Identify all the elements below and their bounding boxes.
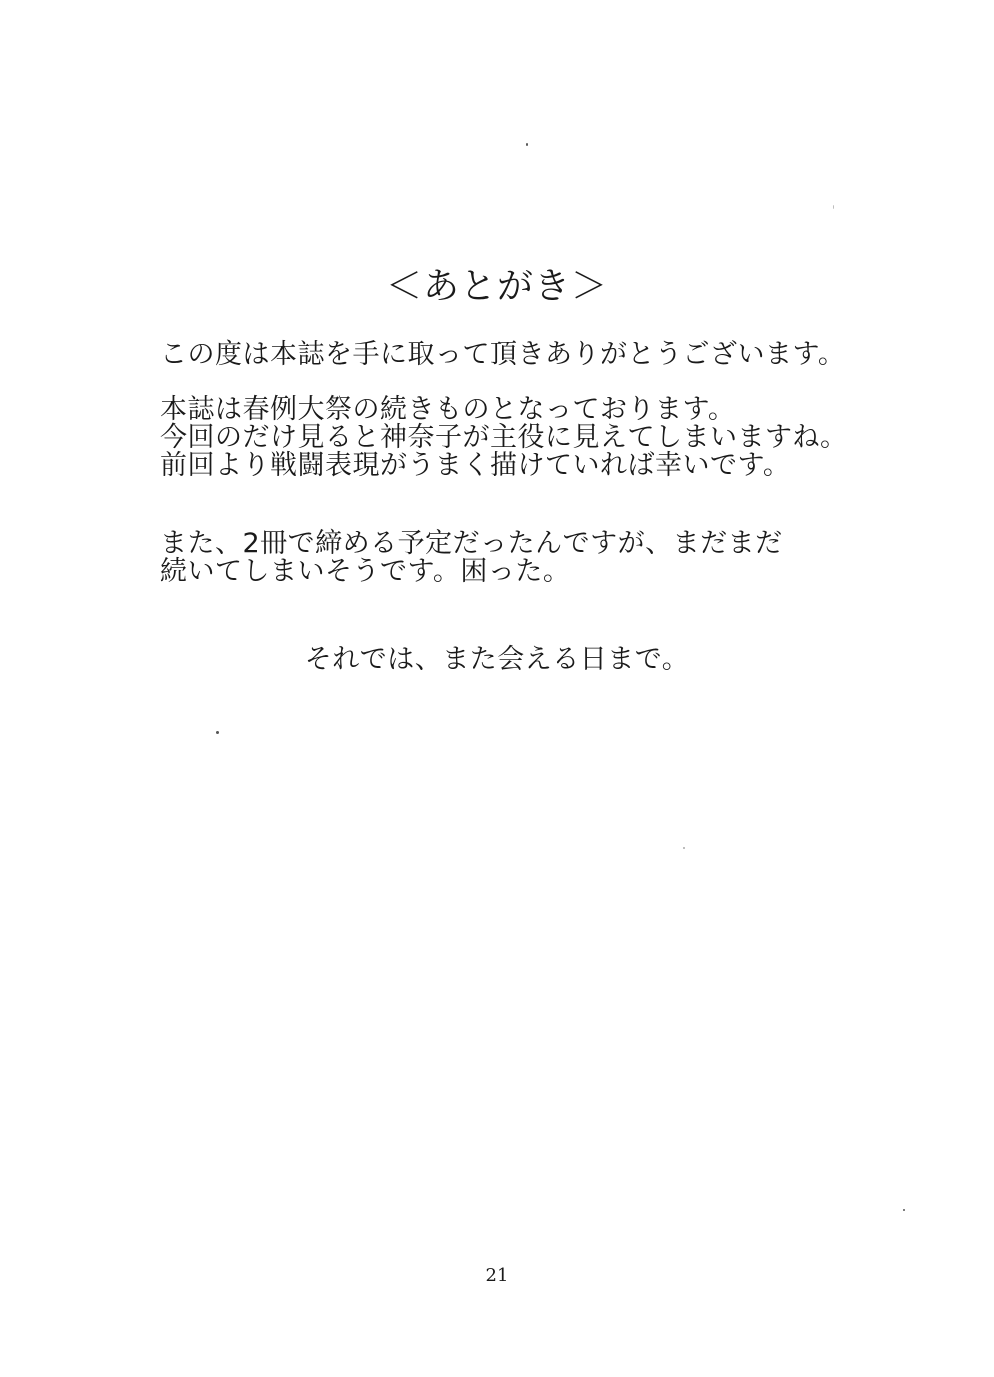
scan-speck (526, 143, 528, 146)
paragraph-3-line-2: 続いてしまいそうです。困った。 (160, 556, 571, 587)
scan-speck (903, 1209, 905, 1211)
page-number: 21 (485, 1265, 509, 1286)
closing-line: それでは、また会える日まで。 (304, 644, 690, 675)
afterword-title: ＜あとがき＞ (385, 266, 608, 307)
paragraph-2-line-1: 本誌は春例大祭の続きものとなっております。 (160, 394, 736, 425)
paragraph-1-line-1: この度は本誌を手に取って頂きありがとうございます。 (160, 339, 846, 370)
paragraph-2-line-3: 前回より戦闘表現がうまく描けていれば幸いです。 (160, 450, 791, 481)
scan-speck (833, 205, 834, 209)
paragraph-2-line-2: 今回のだけ見ると神奈子が主役に見えてしまいますね。 (160, 422, 848, 453)
paragraph-3-line-1: また、2冊で締める予定だったんですが、まだまだ (160, 528, 783, 559)
scan-speck (216, 731, 219, 734)
scan-speck (683, 847, 685, 849)
